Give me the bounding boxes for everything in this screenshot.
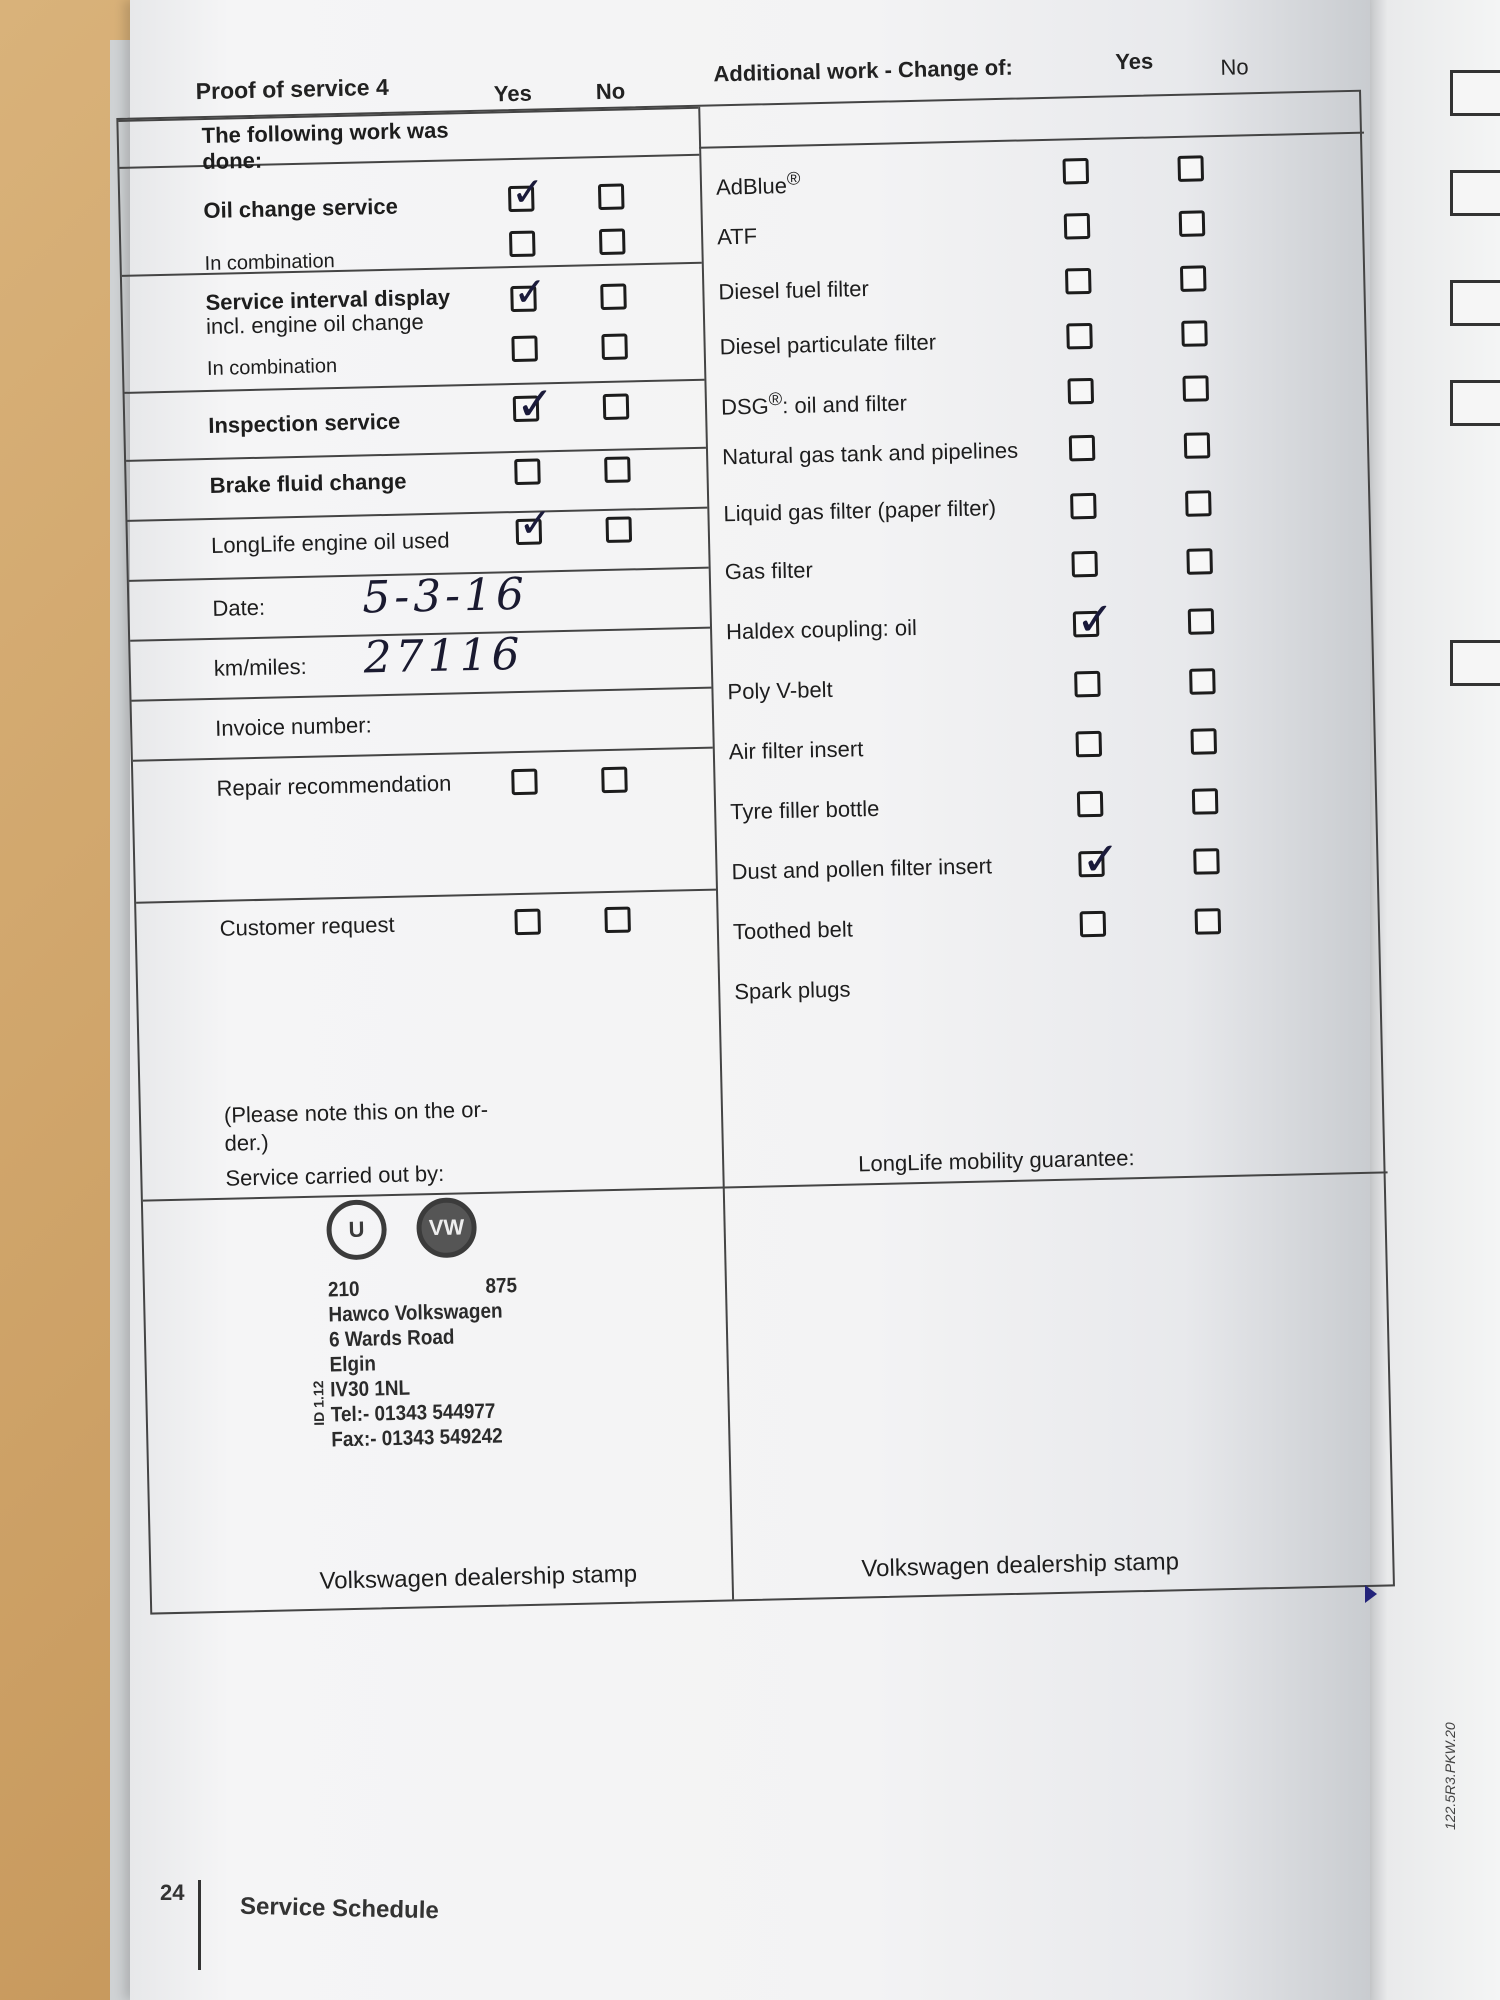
diesel-particulate-yes-checkbox[interactable] — [1066, 323, 1093, 350]
invoice-label: Invoice number: — [214, 712, 372, 741]
left-yes-header: Yes — [493, 80, 533, 107]
column-divider — [698, 107, 734, 1600]
repair-no-checkbox[interactable] — [601, 767, 628, 794]
air-filter-label: Air filter insert — [728, 736, 864, 765]
air-filter-yes-checkbox[interactable] — [1075, 731, 1102, 758]
atf-yes-checkbox[interactable] — [1064, 213, 1091, 240]
diesel-fuel-filter-label: Diesel fuel filter — [718, 275, 870, 305]
checkmark-icon: ✓ — [510, 169, 546, 217]
tuv-logo-icon: U — [326, 1199, 387, 1260]
atf-no-checkbox[interactable] — [1179, 210, 1206, 237]
brake-fluid-label: Brake fluid change — [209, 468, 407, 498]
poly-v-belt-label: Poly V-belt — [727, 676, 833, 705]
checkmark-icon: ✓ — [1075, 591, 1116, 647]
date-value[interactable]: 5-3-16 — [361, 568, 529, 624]
in-combination-1-no-checkbox[interactable] — [599, 228, 626, 255]
inspection-service-label: Inspection service — [208, 408, 401, 438]
natural-gas-yes-checkbox[interactable] — [1069, 435, 1096, 462]
tyre-filler-yes-checkbox[interactable] — [1077, 791, 1104, 818]
page-number: 24 — [160, 1880, 185, 1905]
brake-fluid-no-checkbox[interactable] — [604, 456, 631, 483]
dsg-no-checkbox[interactable] — [1182, 375, 1209, 402]
longlife-oil-label: LongLife engine oil used — [210, 527, 450, 558]
service-interval-sublabel: incl. engine oil change — [205, 309, 425, 339]
checkmark-icon: ✓ — [512, 269, 548, 317]
liquid-gas-filter-label: Liquid gas filter (paper filter) — [723, 495, 997, 527]
dealer-stamp: 210 875 Hawco Volkswagen 6 Wards Road Elgin IV30 1NL Tel:- 01343 544977 Fax:- 01343 549242 — [327, 1274, 518, 1452]
adblue-no-checkbox[interactable] — [1177, 155, 1204, 182]
side-code: 122.5R3.PKW.20 — [1442, 1722, 1458, 1830]
stamp-dept-id: ID 1.12 — [310, 1380, 328, 1426]
gas-filter-label: Gas filter — [724, 557, 814, 585]
atf-label: ATF — [716, 223, 758, 250]
repair-recommendation-label: Repair recommendation — [216, 770, 452, 801]
note-line-2: der.) — [224, 1129, 269, 1156]
in-combination-2-yes-checkbox[interactable] — [511, 335, 538, 362]
right-stamp-caption: Volkswagen dealership stamp — [861, 1548, 1180, 1583]
poly-v-belt-no-checkbox[interactable] — [1189, 668, 1216, 695]
diesel-fuel-filter-yes-checkbox[interactable] — [1065, 268, 1092, 295]
longlife-oil-no-checkbox[interactable] — [605, 516, 632, 543]
service-interval-label: Service interval display — [205, 284, 451, 316]
haldex-no-checkbox[interactable] — [1188, 608, 1215, 635]
oil-change-label: Oil change service — [203, 193, 399, 224]
vw-logo-icon: VW — [416, 1197, 477, 1258]
diesel-particulate-filter-label: Diesel particulate filter — [719, 329, 937, 360]
checkmark-icon: ✓ — [1080, 831, 1121, 887]
adblue-yes-checkbox[interactable] — [1062, 158, 1089, 185]
left-stamp-caption: Volkswagen dealership stamp — [319, 1560, 638, 1595]
inspection-no-checkbox[interactable] — [603, 393, 630, 420]
customer-yes-checkbox[interactable] — [514, 909, 541, 936]
natural-gas-no-checkbox[interactable] — [1184, 432, 1211, 459]
toothed-belt-no-checkbox[interactable] — [1195, 908, 1222, 935]
checkmark-icon: ✓ — [518, 500, 553, 547]
in-combination-label-1: In combination — [204, 250, 335, 276]
km-value[interactable]: 27116 — [363, 628, 525, 684]
dust-pollen-no-checkbox[interactable] — [1193, 848, 1220, 875]
natural-gas-label: Natural gas tank and pipelines — [721, 437, 1019, 470]
customer-request-label: Customer request — [219, 911, 395, 941]
in-combination-label-2: In combination — [206, 355, 338, 380]
customer-no-checkbox[interactable] — [604, 907, 631, 934]
service-interval-no-checkbox[interactable] — [600, 283, 627, 310]
liquid-gas-yes-checkbox[interactable] — [1070, 493, 1097, 520]
proof-of-service-form — [115, 32, 1395, 1615]
footer-divider — [198, 1880, 201, 1970]
checkmark-icon: ✓ — [515, 376, 556, 431]
right-no-header: No — [1220, 54, 1249, 80]
liquid-gas-no-checkbox[interactable] — [1185, 490, 1212, 517]
brake-fluid-yes-checkbox[interactable] — [514, 458, 541, 485]
dsg-label: DSG®: oil and filter — [720, 387, 908, 420]
toothed-belt-yes-checkbox[interactable] — [1080, 911, 1107, 938]
in-combination-2-no-checkbox[interactable] — [601, 333, 628, 360]
tyre-filler-no-checkbox[interactable] — [1192, 788, 1219, 815]
longlife-guarantee-label: LongLife mobility guarantee: — [857, 1145, 1135, 1177]
poly-v-belt-yes-checkbox[interactable] — [1074, 671, 1101, 698]
km-label: km/miles: — [213, 653, 307, 681]
note-line-1: (Please note this on the or- — [223, 1096, 489, 1128]
repair-yes-checkbox[interactable] — [511, 769, 538, 796]
air-filter-no-checkbox[interactable] — [1190, 728, 1217, 755]
service-carried-out-label: Service carried out by: — [225, 1160, 445, 1191]
right-yes-header: Yes — [1115, 48, 1154, 75]
adblue-label: AdBlue® — [715, 167, 801, 200]
dust-pollen-label: Dust and pollen filter insert — [731, 853, 993, 885]
form-heading: Proof of service 4 — [195, 73, 390, 105]
footer-title: Service Schedule — [239, 1892, 440, 1925]
spark-plugs-label: Spark plugs — [734, 976, 851, 1005]
date-label: Date: — [212, 594, 266, 621]
dsg-yes-checkbox[interactable] — [1067, 378, 1094, 405]
gas-filter-yes-checkbox[interactable] — [1071, 551, 1098, 578]
right-column-header: Additional work - Change of: — [713, 54, 1014, 87]
toothed-belt-label: Toothed belt — [732, 916, 854, 945]
gas-filter-no-checkbox[interactable] — [1186, 548, 1213, 575]
left-column-header: The following work was done: — [201, 117, 449, 175]
diesel-particulate-no-checkbox[interactable] — [1181, 320, 1208, 347]
haldex-label: Haldex coupling: oil — [725, 614, 918, 645]
left-no-header: No — [595, 78, 626, 105]
diesel-fuel-filter-no-checkbox[interactable] — [1180, 265, 1207, 292]
next-page-arrow-icon — [1365, 1585, 1377, 1603]
tyre-filler-label: Tyre filler bottle — [729, 795, 880, 825]
in-combination-1-yes-checkbox[interactable] — [509, 231, 536, 258]
oil-change-no-checkbox[interactable] — [598, 183, 625, 210]
